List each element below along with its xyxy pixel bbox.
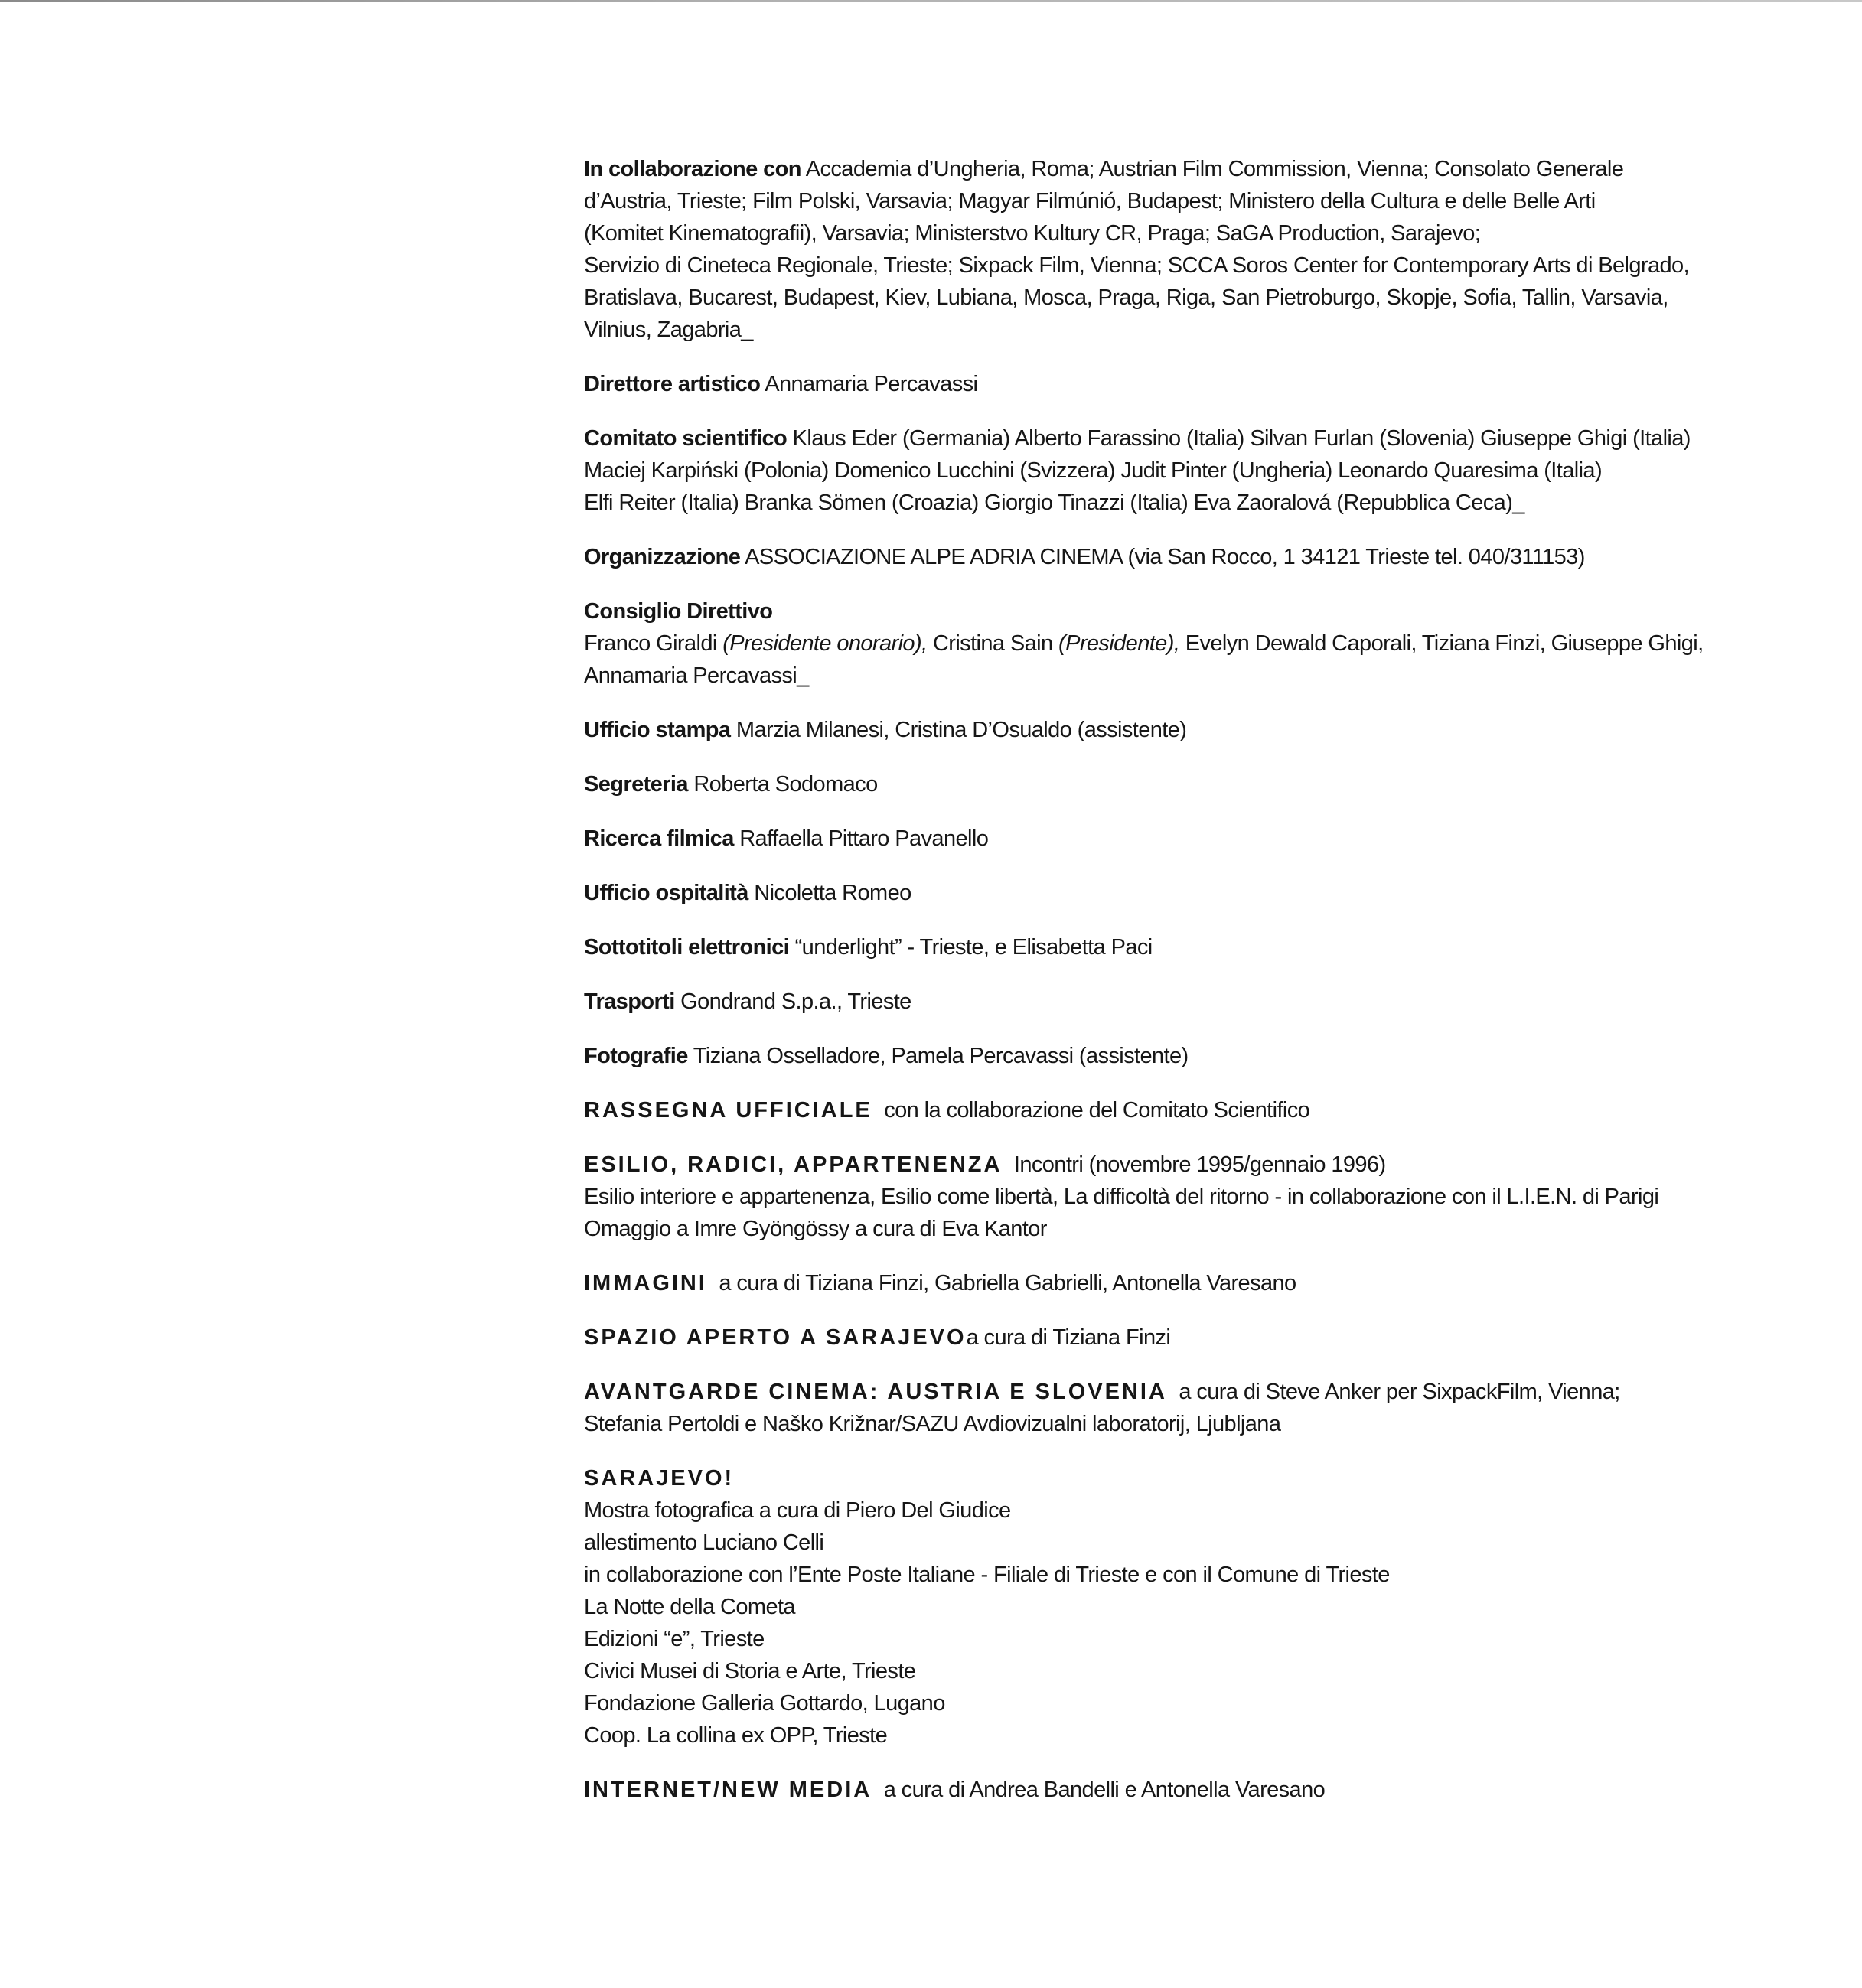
collaborazione-text: Accademia d’Ungheria, Roma; Austrian Film Commission, Vienna; Consolato Generale — [805, 157, 1624, 181]
credits-page — [584, 153, 1704, 1828]
sarajevo-line-7: Fondazione Galleria Gottardo, Lugano — [584, 1691, 945, 1716]
collaborazione-line-6: Vilnius, Zagabria_ — [584, 318, 753, 342]
consiglio-section — [584, 595, 1704, 692]
esilio-line-1 — [584, 1149, 1694, 1181]
ricerca-label: Ricerca filmica — [584, 826, 734, 851]
consiglio-role-2: (Presidente), — [1058, 631, 1180, 656]
consiglio-rest: Evelyn Dewald Caporali, Tiziana Finzi, Giuseppe Ghigi, — [1185, 631, 1704, 656]
sarajevo-section — [584, 1462, 1694, 1752]
ospitalita-line — [584, 877, 1694, 909]
trasporti-line — [584, 986, 1694, 1018]
sarajevo-line-1: Mostra fotografica a cura di Piero Del Giudice — [584, 1498, 1011, 1523]
fotografie-section — [584, 1040, 1694, 1072]
comitato-label: Comitato scientifico — [584, 426, 788, 451]
immagini-label: IMMAGINI — [584, 1271, 707, 1295]
sottotitoli-line — [584, 931, 1694, 963]
ufficio-stampa-line — [584, 714, 1694, 746]
organizzazione-text: ASSOCIAZIONE ALPE ADRIA CINEMA (via San Rocco, 1 34121 Trieste tel. 040/311153) — [745, 545, 1585, 569]
sottotitoli-section — [584, 931, 1694, 963]
fotografie-label: Fotografie — [584, 1044, 688, 1068]
immagini-line — [584, 1267, 1694, 1299]
sarajevo-line-6: Civici Musei di Storia e Arte, Trieste — [584, 1659, 916, 1683]
internet-section — [584, 1774, 1694, 1806]
spazio-section — [584, 1322, 1694, 1354]
direttore-line — [584, 368, 1694, 400]
internet-line — [584, 1774, 1694, 1806]
spazio-text: a cura di Tiziana Finzi — [966, 1325, 1171, 1350]
ospitalita-section — [584, 877, 1694, 909]
spazio-label: SPAZIO APERTO A SARAJEVO — [584, 1325, 967, 1350]
avantgarde-section — [584, 1376, 1694, 1440]
avantgarde-text: a cura di Steve Anker per SixpackFilm, Vienna; — [1179, 1380, 1620, 1404]
ricerca-text: Raffaella Pittaro Pavanello — [739, 826, 989, 851]
collaborazione-line-2: d’Austria, Trieste; Film Polski, Varsavia; Magyar Filmúnió, Budapest; Ministero della Cultura e delle Belle Arti — [584, 189, 1596, 213]
avantgarde-line-1 — [584, 1376, 1694, 1408]
immagini-section — [584, 1267, 1694, 1299]
sarajevo-line-2: allestimento Luciano Celli — [584, 1530, 824, 1555]
esilio-text: Incontri (novembre 1995/gennaio 1996) — [1013, 1152, 1386, 1177]
avantgarde-label: AVANTGARDE CINEMA: AUSTRIA E SLOVENIA — [584, 1380, 1167, 1404]
ufficio-stampa-text: Marzia Milanesi, Cristina D’Osualdo (assistente) — [735, 718, 1187, 742]
consiglio-role-1: (Presidente onorario), — [722, 631, 928, 656]
consiglio-line-1 — [584, 627, 1704, 660]
sarajevo-line-8: Coop. La collina ex OPP, Trieste — [584, 1723, 888, 1748]
segreteria-label: Segreteria — [584, 772, 688, 797]
ricerca-section — [584, 823, 1694, 855]
segreteria-text: Roberta Sodomaco — [693, 772, 878, 797]
consiglio-name-1: Franco Giraldi — [584, 631, 717, 656]
collaborazione-line-1 — [584, 153, 1694, 185]
collaborazione-section — [584, 153, 1694, 346]
segreteria-line — [584, 768, 1694, 800]
esilio-line-3: Omaggio a Imre Gyöngössy a cura di Eva Kantor — [584, 1217, 1047, 1241]
immagini-text: a cura di Tiziana Finzi, Gabriella Gabrielli, Antonella Varesano — [719, 1271, 1296, 1295]
avantgarde-line-2: Stefania Pertoldi e Naško Križnar/SAZU Avdiovizualni laboratorij, Ljubljana — [584, 1412, 1281, 1436]
consiglio-label: Consiglio Direttivo — [584, 599, 773, 624]
internet-label: INTERNET/NEW MEDIA — [584, 1778, 872, 1802]
ospitalita-text: Nicoletta Romeo — [754, 881, 911, 905]
trasporti-label: Trasporti — [584, 989, 675, 1014]
collaborazione-label: In collaborazione con — [584, 157, 801, 181]
comitato-text: Klaus Eder (Germania) Alberto Farassino (Italia) Silvan Furlan (Slovenia) Giuseppe Ghigi (Italia) — [792, 426, 1691, 451]
comitato-line-2: Maciej Karpiński (Polonia) Domenico Lucchini (Svizzera) Judit Pinter (Ungheria) Leonardo Quaresima (Italia) — [584, 458, 1602, 483]
esilio-section — [584, 1149, 1694, 1245]
fotografie-text: Tiziana Osselladore, Pamela Percavassi (assistente) — [693, 1044, 1189, 1068]
direttore-section — [584, 368, 1694, 400]
esilio-label: ESILIO, RADICI, APPARTENENZA — [584, 1152, 1003, 1177]
collaborazione-line-3: (Komitet Kinematografii), Varsavia; Ministerstvo Kultury CR, Praga; SaGA Production, Sarajevo; — [584, 221, 1481, 246]
spazio-line — [584, 1322, 1694, 1354]
sarajevo-line-3: in collaborazione con l’Ente Poste Italiane - Filiale di Trieste e con il Comune di Trieste — [584, 1563, 1390, 1587]
rassegna-section — [584, 1094, 1694, 1126]
sottotitoli-label: Sottotitoli elettronici — [584, 935, 790, 960]
organizzazione-section — [584, 541, 1694, 573]
ricerca-line — [584, 823, 1694, 855]
trasporti-section — [584, 986, 1694, 1018]
esilio-line-2: Esilio interiore e appartenenza, Esilio come libertà, La difficoltà del ritorno - in collaborazione con il L.I.E.N. di Parigi — [584, 1185, 1659, 1209]
sarajevo-line-5: Edizioni “e”, Trieste — [584, 1627, 765, 1651]
rassegna-label: RASSEGNA UFFICIALE — [584, 1098, 872, 1123]
collaborazione-line-5: Bratislava, Bucarest, Budapest, Kiev, Lubiana, Mosca, Praga, Riga, San Pietroburgo, Skopje, Sofia, Tallin, Varsavia, — [584, 285, 1668, 310]
direttore-text: Annamaria Percavassi — [765, 372, 978, 396]
ufficio-stampa-label: Ufficio stampa — [584, 718, 731, 742]
ospitalita-label: Ufficio ospitalità — [584, 881, 748, 905]
comitato-line-3: Elfi Reiter (Italia) Branka Sömen (Croazia) Giorgio Tinazzi (Italia) Eva Zaoralová (Repubblica Ceca)_ — [584, 490, 1524, 515]
collaborazione-line-4: Servizio di Cineteca Regionale, Trieste; Sixpack Film, Vienna; SCCA Soros Center for Contemporary Arts di Belgrado, — [584, 253, 1689, 278]
scan-edge — [0, 0, 1862, 2]
comitato-line-1 — [584, 422, 1694, 455]
sottotitoli-text: “underlight” - Trieste, e Elisabetta Paci — [794, 935, 1153, 960]
segreteria-section — [584, 768, 1694, 800]
trasporti-text: Gondrand S.p.a., Trieste — [680, 989, 911, 1014]
organizzazione-label: Organizzazione — [584, 545, 741, 569]
internet-text: a cura di Andrea Bandelli e Antonella Varesano — [883, 1778, 1326, 1802]
ufficio-stampa-section — [584, 714, 1694, 746]
consiglio-name-2: Cristina Sain — [932, 631, 1053, 656]
consiglio-line-2: Annamaria Percavassi_ — [584, 663, 809, 688]
direttore-label: Direttore artistico — [584, 372, 761, 396]
fotografie-line — [584, 1040, 1694, 1072]
sarajevo-line-4: La Notte della Cometa — [584, 1595, 795, 1619]
sarajevo-label: SARAJEVO! — [584, 1466, 735, 1491]
comitato-section — [584, 422, 1694, 519]
organizzazione-line — [584, 541, 1694, 573]
rassegna-line — [584, 1094, 1694, 1126]
rassegna-text: con la collaborazione del Comitato Scientifico — [884, 1098, 1310, 1123]
